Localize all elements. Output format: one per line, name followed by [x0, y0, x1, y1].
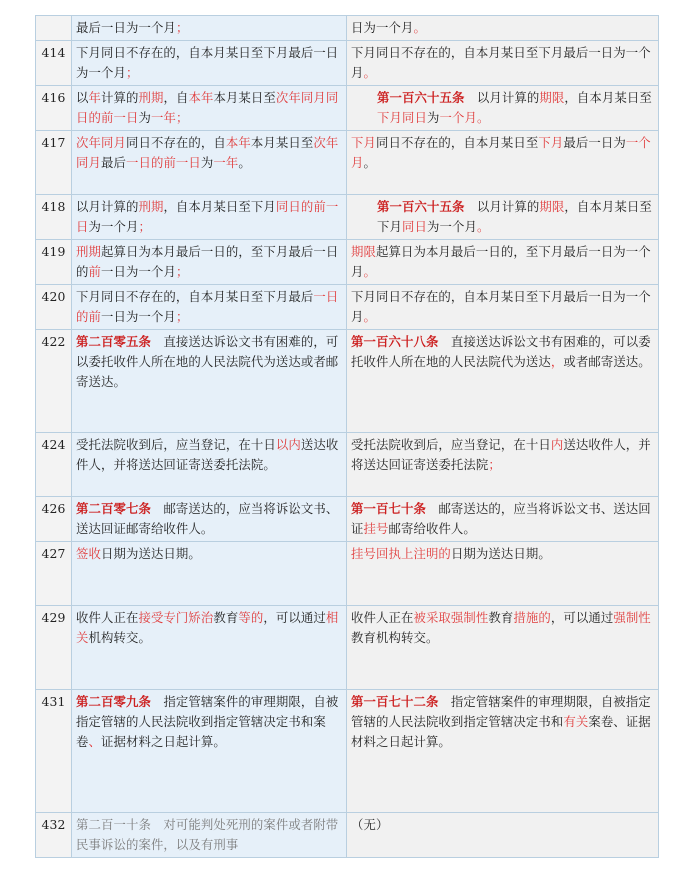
- new-provision-cell: [347, 41, 659, 86]
- text-segment: 。: [363, 264, 376, 279]
- text-segment: 期限: [539, 90, 565, 105]
- text-segment: ，可以通过: [263, 610, 326, 625]
- text-segment: 一日的前: [76, 289, 339, 324]
- text-segment: 前: [88, 264, 101, 279]
- row-number: 418: [36, 195, 72, 240]
- text-segment: 最后一日为: [563, 135, 626, 150]
- text-segment: 。: [363, 155, 376, 170]
- text-segment: 第一百六十五条: [377, 90, 465, 105]
- text-segment: 接受专门矫治: [138, 610, 214, 625]
- text-segment: 有关: [563, 714, 589, 729]
- text-segment: 教育: [213, 610, 239, 625]
- text-segment: 受托法院收到后，应当登记，在十日: [76, 437, 276, 452]
- new-provision-cell: [347, 542, 659, 606]
- text-segment: 本年: [225, 135, 251, 150]
- old-provision-cell: [72, 131, 347, 195]
- new-provision-cell: [347, 86, 659, 131]
- old-provision-cell: [72, 497, 347, 542]
- text-segment: ；: [125, 65, 139, 80]
- text-segment: 。: [476, 110, 490, 125]
- text-segment: 次年同月: [76, 135, 339, 170]
- row-number: 426: [36, 497, 72, 542]
- text-segment: 第一百六十八条: [351, 334, 439, 349]
- text-segment: 直接送达诉讼文书有困难的，可以委托收件人所在地的人民法院代为送达或者邮寄送达。: [76, 334, 339, 389]
- text-segment: 受托法院收到后，应当登记，在十日: [351, 437, 551, 452]
- text-segment: 指定管辖案件的审理期限，自被指定管辖的人民法院收到指定管辖决定书和案卷: [76, 694, 339, 749]
- table-row: [36, 41, 659, 86]
- comparison-table-body: [36, 16, 659, 858]
- new-provision-cell: [347, 330, 659, 433]
- old-provision-cell: [72, 16, 347, 41]
- text-segment: 下月: [351, 135, 376, 150]
- text-segment: 为一个月: [426, 219, 477, 234]
- table-row: [36, 433, 659, 497]
- table-row: [36, 690, 659, 813]
- row-number: 420: [36, 285, 72, 330]
- text-segment: （无）: [351, 817, 389, 832]
- new-provision-cell: [347, 195, 659, 240]
- text-segment: 为: [138, 110, 151, 125]
- table-row: [36, 195, 659, 240]
- text-segment: 日期为送达日期。: [450, 546, 551, 561]
- text-segment: 下月同日不存在的，自本月某日至下月最后一日为一个月: [351, 45, 651, 80]
- new-provision-cell: [347, 813, 659, 858]
- new-provision-cell: [347, 606, 659, 690]
- table-row: [36, 813, 659, 858]
- text-segment: 日期为送达日期。: [100, 546, 201, 561]
- text-segment: ，: [550, 354, 564, 369]
- row-number: 424: [36, 433, 72, 497]
- text-segment: 下月: [538, 135, 564, 150]
- text-segment: 以月计算的: [464, 90, 540, 105]
- new-provision-cell: [347, 131, 659, 195]
- text-segment: ；: [138, 219, 151, 234]
- text-segment: 、: [88, 734, 101, 749]
- text-segment: 以: [76, 90, 89, 105]
- row-number: 432: [36, 813, 72, 858]
- text-segment: 机构转交。: [88, 630, 151, 645]
- text-segment: 一日的前一日: [125, 155, 201, 170]
- comparison-table: [35, 15, 659, 858]
- old-provision-cell: [72, 240, 347, 285]
- text-segment: 教育: [488, 610, 514, 625]
- text-segment: 刑期: [138, 199, 164, 214]
- old-provision-cell: [72, 195, 347, 240]
- text-segment: ；: [175, 110, 189, 125]
- new-provision-cell: [347, 690, 659, 813]
- text-segment: ；: [175, 20, 189, 35]
- row-number: 419: [36, 240, 72, 285]
- text-segment: 次年同月同日的前一日: [76, 90, 339, 125]
- table-row: [36, 131, 659, 195]
- text-segment: 同日不存在的，自: [125, 135, 226, 150]
- text-segment: 为: [426, 110, 440, 125]
- text-segment: 刑期: [138, 90, 164, 105]
- row-number: 416: [36, 86, 72, 131]
- text-segment: 邮寄送达的，应当将诉讼文书、送达回证: [351, 501, 651, 536]
- text-segment: 起算日为本月最后一日的，至下月最后一日的: [76, 244, 339, 279]
- text-segment: 。: [238, 155, 251, 170]
- text-segment: 以内: [275, 437, 301, 452]
- text-segment: 期限: [351, 244, 376, 259]
- text-segment: 送达收件人，并将送达回证寄送委托法院。: [76, 437, 339, 472]
- text-segment: 邮寄送达的，应当将诉讼文书、送达回证邮寄给收件人。: [76, 501, 339, 536]
- table-row: [36, 86, 659, 131]
- new-provision-cell: [347, 16, 659, 41]
- text-segment: 下月同日: [377, 110, 427, 125]
- old-provision-cell: [72, 813, 347, 858]
- text-segment: 本月某日至: [250, 135, 314, 150]
- text-segment: 第二百零五条: [76, 334, 151, 349]
- text-segment: 或者邮寄送达。: [563, 354, 651, 369]
- text-segment: 期限: [539, 199, 565, 214]
- old-provision-cell: [72, 330, 347, 433]
- text-segment: 直接送达诉讼文书有困难的，可以委托收件人所在地的人民法院代为送达: [351, 334, 651, 369]
- text-segment: 本年: [188, 90, 214, 105]
- text-segment: 一年: [213, 155, 239, 170]
- text-segment: 一个月: [351, 135, 651, 170]
- old-provision-cell: [72, 433, 347, 497]
- text-segment: 邮寄给收件人。: [388, 521, 476, 536]
- table-row: [36, 330, 659, 433]
- text-segment: 最后一日为一个月: [76, 20, 176, 35]
- text-segment: 。: [363, 65, 376, 80]
- row-number: 417: [36, 131, 72, 195]
- table-row: [36, 285, 659, 330]
- table-row: [36, 16, 659, 41]
- text-segment: 同日的前一日: [76, 199, 339, 234]
- text-segment: 下月同日不存在的，自本月某日至下月最后一日为一个月: [76, 45, 339, 80]
- table-row: [36, 606, 659, 690]
- row-number: 414: [36, 41, 72, 86]
- row-number: 429: [36, 606, 72, 690]
- row-number: 427: [36, 542, 72, 606]
- text-segment: 次年同月: [76, 135, 126, 150]
- old-provision-cell: [72, 86, 347, 131]
- text-segment: 指定管辖案件的审理期限，自被指定管辖的人民法院收到指定管辖决定书和: [351, 694, 651, 729]
- text-segment: 同日不存在的，自本月某日至: [375, 135, 539, 150]
- text-segment: 第一百六十五条: [377, 199, 465, 214]
- text-segment: 为: [200, 155, 214, 170]
- table-row: [36, 542, 659, 606]
- new-provision-cell: [347, 285, 659, 330]
- old-provision-cell: [72, 542, 347, 606]
- text-segment: 。: [413, 20, 426, 35]
- text-segment: ；: [488, 457, 501, 472]
- text-segment: 证据材料之日起计算。: [101, 734, 226, 749]
- old-provision-cell: [72, 41, 347, 86]
- text-segment: 以月计算的: [76, 199, 139, 214]
- text-segment: 一个月: [439, 110, 477, 125]
- text-segment: 第二百零九条: [76, 694, 151, 709]
- new-provision-cell: [347, 240, 659, 285]
- text-segment: 。: [363, 309, 376, 324]
- text-segment: ，可以通过: [550, 610, 614, 625]
- old-provision-cell: [72, 285, 347, 330]
- old-provision-cell: [72, 690, 347, 813]
- row-number: 422: [36, 330, 72, 433]
- text-segment: 日为一个月: [351, 20, 414, 35]
- text-segment: 计算的: [101, 90, 139, 105]
- text-segment: 送达收件人，并将送达回证寄送委托法院: [351, 437, 651, 472]
- text-segment: ；: [175, 264, 189, 279]
- text-segment: ，自本月某日至下月: [163, 199, 276, 214]
- text-segment: 挂号回执上注明的: [351, 546, 451, 561]
- text-segment: 同日: [401, 219, 427, 234]
- text-segment: 刑期: [76, 244, 101, 259]
- text-segment: ，自本月某日至: [564, 90, 652, 105]
- text-segment: ，自: [163, 90, 189, 105]
- text-segment: 为一个月: [88, 219, 139, 234]
- text-segment: ；: [175, 309, 189, 324]
- text-segment: 本月某日至: [213, 90, 276, 105]
- text-segment: 等的: [238, 610, 264, 625]
- text-segment: 最后: [100, 155, 126, 170]
- text-segment: 教育机构转交。: [351, 630, 439, 645]
- text-segment: 第一百七十二条: [351, 694, 439, 709]
- text-segment: 。: [476, 219, 490, 234]
- text-segment: 内: [550, 437, 564, 452]
- text-segment: ，自本月某日至下月: [377, 199, 652, 234]
- text-segment: 相关: [76, 610, 339, 645]
- text-segment: 挂号: [363, 521, 389, 536]
- row-number: [36, 16, 72, 41]
- text-segment: 被采取强制性: [413, 610, 489, 625]
- text-segment: 一年: [150, 110, 176, 125]
- text-segment: 下月同日不存在的，自本月某日至下月最后一日为一个月: [351, 289, 651, 324]
- text-segment: 签收: [76, 546, 101, 561]
- text-segment: 收件人正在: [351, 610, 414, 625]
- row-number: 431: [36, 690, 72, 813]
- table-row: [36, 497, 659, 542]
- table-row: [36, 240, 659, 285]
- text-segment: 以月计算的: [464, 199, 540, 214]
- text-segment: 一日为一个月: [100, 309, 176, 324]
- text-segment: 第二百一十条 对可能判处死刑的案件或者附带民事诉讼的案件，以及有刑事: [76, 817, 339, 852]
- new-provision-cell: [347, 433, 659, 497]
- new-provision-cell: [347, 497, 659, 542]
- text-segment: 第二百零七条: [76, 501, 151, 516]
- text-segment: 收件人正在: [76, 610, 139, 625]
- text-segment: 年: [88, 90, 101, 105]
- old-provision-cell: [72, 606, 347, 690]
- text-segment: 案卷、证据材料之日起计算。: [351, 714, 651, 749]
- text-segment: 起算日为本月最后一日的，至下月最后一日为一个月: [351, 244, 651, 279]
- text-segment: 措施的: [513, 610, 551, 625]
- text-segment: 强制性: [613, 610, 651, 625]
- text-segment: 一日为一个月: [101, 264, 176, 279]
- text-segment: 第一百七十条: [351, 501, 426, 516]
- text-segment: 下月同日不存在的，自本月某日至下月最后: [76, 289, 314, 304]
